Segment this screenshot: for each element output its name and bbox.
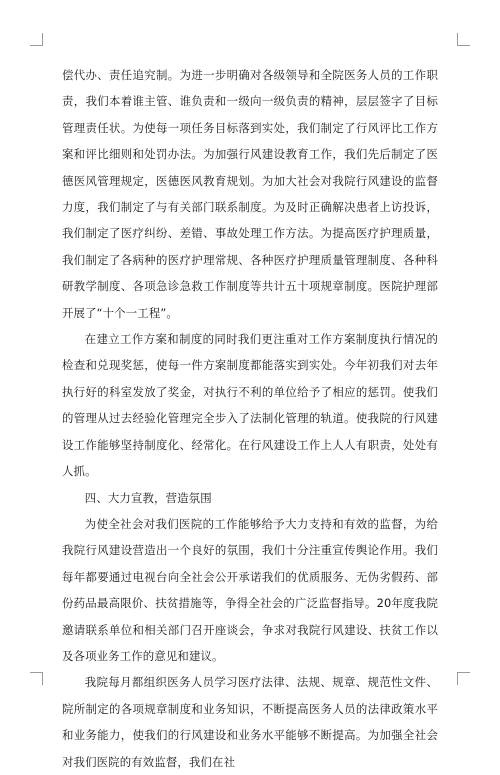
document-body [62, 62, 438, 775]
crop-mark-bottom-right [457, 672, 470, 685]
crop-mark-top-right [457, 33, 470, 46]
crop-mark-bottom-left [30, 672, 43, 685]
paragraph-continuation: 偿代办、责任追究制。为进一步明确对各级领导和全院医务人员的工作职责，我们本着谁主管、谁负责和一级向一级负责的精神，层层签字了目标管理责任状。为使每一项任务目标落到实处，我们制定了行风评比工作方案和评比细则和处罚办法。为加强行风建设教育工作，我们先后制定了医德医风管理规定，医德医风教育规划。为加大社会对我院行风建设的监督力度，我们制定了与有关部门联系制度。为及时正确解决患者上访投诉，我们制定了医疗纠纷、差错、事故处理工作方法。为提高医疗护理质量，我们制定了各病种的医疗护理常规、各种医疗护理质量管理制度、各种科研教学制度、各项急诊急救工作制度等共计五十项规章制度。医院护理部开展了“十个一工程”。 [62, 68, 438, 320]
crop-mark-top-left [30, 33, 43, 46]
section-heading: 四、大力宣教，营造氛围 [84, 490, 212, 505]
paragraph-publicity: 为使全社会对我们医院的工作能够给予大力支持和有效的监督，为给我院行风建设营造出一个良好的氛围，我们十分注重宣传舆论作用。我们每年都要通过电视台向全社会公开承诺我们的优质服务、无伪劣假药、部份药品最高限价、扶贫措施等，争得全社会的广泛监督指导。20年度我院邀请联系单位和相关部门召开座谈会，争求对我院行风建设、扶贫工作以及各项业务工作的意见和建议。 [62, 516, 438, 663]
paragraph-training: 我院每月都组织医务人员学习医疗法律、法规、规章、规范性文件、院所制定的各项规章制度和业务知识，不断提高医务人员的法律政策水平和业务能力，使我们的行风建设和业务水平能够不断提高。为加强全社会对我们医院的有效监督，我们在社 [62, 675, 438, 769]
paragraph-implementation: 在建立工作方案和制度的同时我们更注重对工作方案制度执行情况的检查和兑现奖惩，使每一件方案制度都能落实到实处。今年初我们对去年执行好的科室发放了奖金，对执行不利的单位给予了相应的惩罚。使我们的管理从过去经验化管理完全步入了法制化管理的轨道。使我院的行风建设工作能够坚持制度化、经常化。在行风建设工作上人人有职责，处处有人抓。 [62, 332, 438, 479]
